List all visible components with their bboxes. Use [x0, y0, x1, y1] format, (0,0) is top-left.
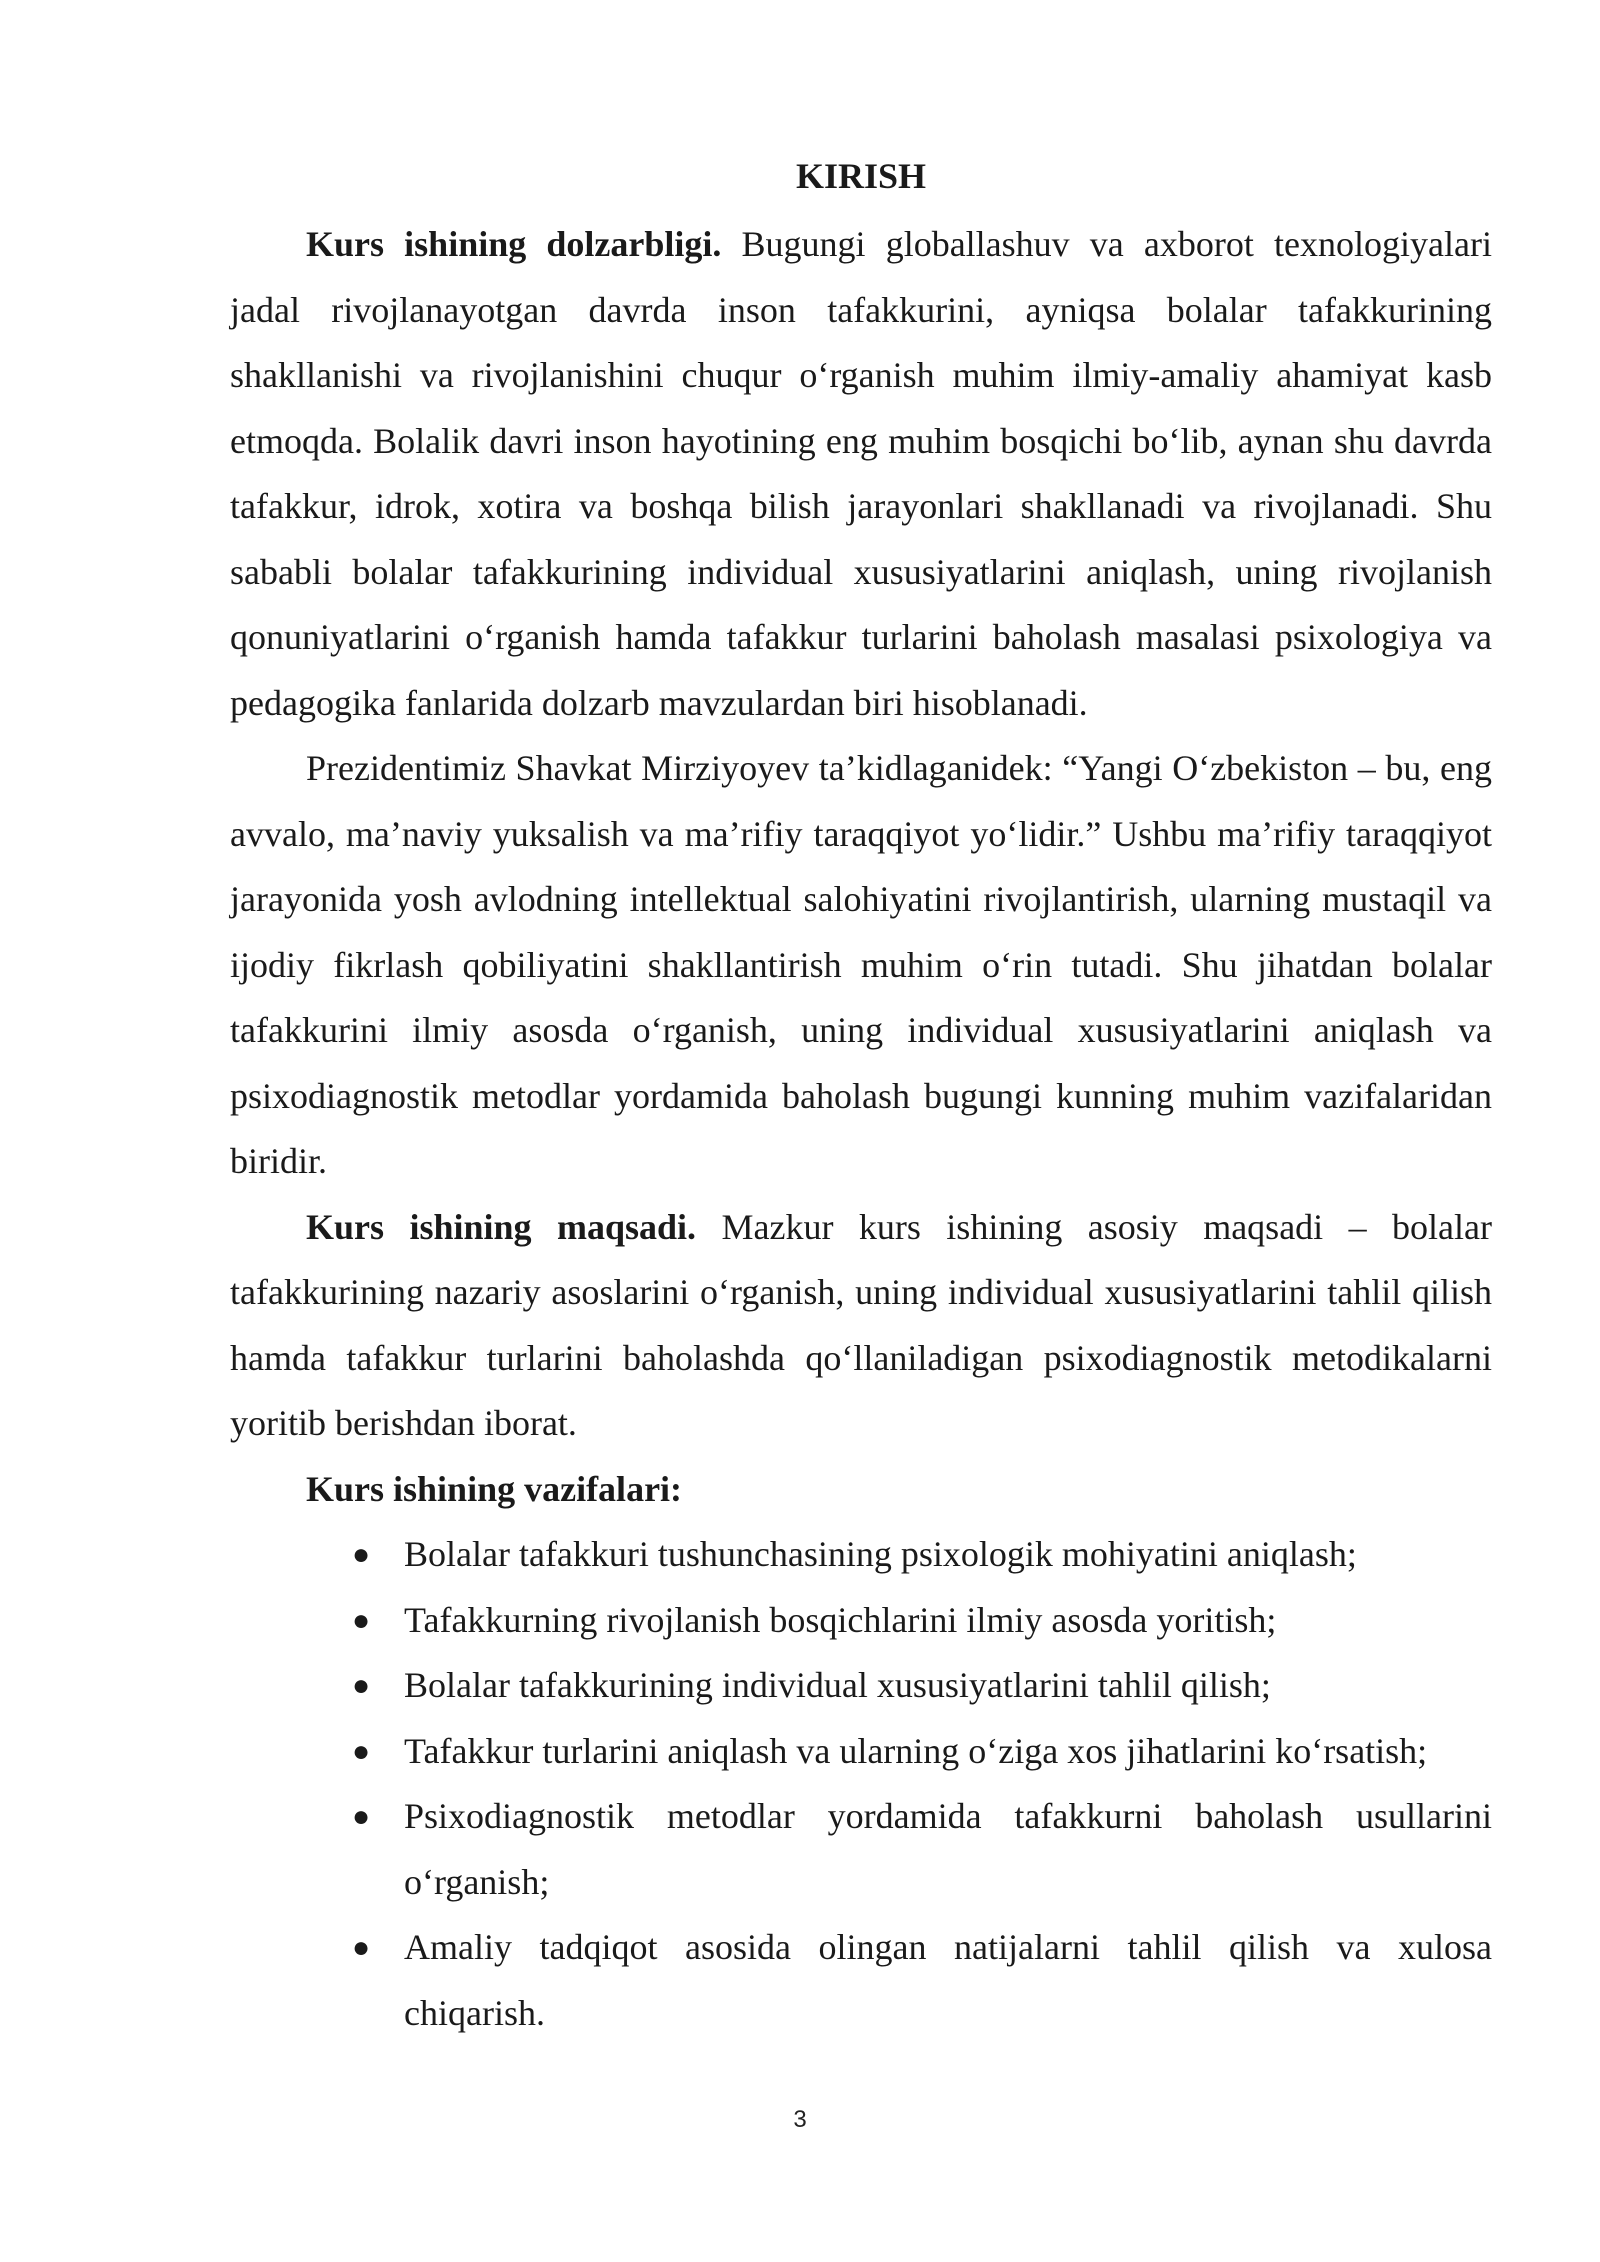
bullet-icon: ●	[352, 1669, 371, 1702]
bullet-icon: ●	[352, 1538, 371, 1571]
paragraph-lead: Kurs ishining dolzarbligi.	[306, 224, 722, 264]
bullet-icon: ●	[352, 1800, 371, 1833]
tasks-list	[230, 1522, 1492, 2046]
list-item-text: Amaliy tadqiqot asosida olingan natijalarni tahlil qilish va xulosa chiqarish.	[404, 1927, 1492, 2033]
paragraph-relevance	[230, 212, 1492, 736]
list-item	[352, 1522, 1492, 1588]
paragraph-text: Bugungi globallashuv va axborot texnologiyalari jadal rivojlanayotgan davrda inson tafakkurini, ayniqsa bolalar tafakkurining shakllanishi va rivojlanishini chuqur o‘rganish muhim ilmiy-amaliy ahamiyat kasb etmoqda. Bolalik davri inson hayotining eng muhim bosqichi bo‘lib, aynan shu davrda tafakkur, idrok, xotira va boshqa bilish jarayonlari shakllanadi va rivojlanadi. Shu sababli bolalar tafakkurining individual xususiyatlarini aniqlash, uning rivojlanish qonuniyatlarini o‘rganish hamda tafakkur turlarini baholash masalasi psixologiya va pedagogika fanlarida dolzarb mavzulardan biri hisoblanadi.	[230, 224, 1492, 723]
bullet-icon: ●	[352, 1931, 371, 1964]
bullet-icon: ●	[352, 1603, 371, 1637]
bullet-icon: ●	[352, 1734, 371, 1768]
list-item	[352, 1915, 1492, 2046]
paragraph-text: Prezidentimiz Shavkat Mirziyoyev ta’kidlaganidek: “Yangi O‘zbekiston – bu, eng avvalo, ma’naviy yuksalish va ma’rifiy taraqqiyot yo‘lidir.” Ushbu ma’rifiy taraqqiyot jarayonida yosh avlodning intellektual salohiyatini rivojlantirish, ularning mustaqil va ijodiy fikrlash qobiliyatini shakllantirish muhim o‘rin tutadi. Shu jihatdan bolalar tafakkurini ilmiy asosda o‘rganish, uning individual xususiyatlarini aniqlash va psixodiagnostik metodlar yordamida baholash bugungi kunning muhim vazifalaridan biridir.	[230, 748, 1492, 1181]
paragraph-goal	[230, 1195, 1492, 1457]
paragraph-quote	[230, 736, 1492, 1195]
tasks-heading: Kurs ishining vazifalari:	[306, 1468, 683, 1509]
section-heading: KIRISH	[795, 156, 927, 196]
page-number: 3	[793, 2106, 807, 2133]
list-item-text: Tafakkurning rivojlanish bosqichlarini ilmiy asosda yoritish;	[404, 1599, 1277, 1640]
paragraph-lead: Kurs ishining maqsadi.	[306, 1206, 697, 1247]
list-item-text: Psixodiagnostik metodlar yordamida tafakkurni baholash usullarini o‘rganish;	[404, 1796, 1492, 1902]
list-item-text: Bolalar tafakkurining individual xususiyatlarini tahlil qilish;	[404, 1665, 1271, 1705]
list-item	[352, 1784, 1492, 1915]
list-item	[352, 1588, 1492, 1654]
paragraph-text: Mazkur kurs ishining asosiy maqsadi – bolalar tafakkurining nazariy asoslarini o‘rganish, uning individual xususiyatlarini tahlil qilish hamda tafakkur turlarini baholashda qo‘llaniladigan psixodiagnostik metodikalarni yoritib berishdan iborat.	[230, 1206, 1493, 1443]
document-page	[230, 148, 1492, 2046]
list-item	[352, 1719, 1492, 1785]
list-item	[352, 1653, 1492, 1719]
list-item-text: Tafakkur turlarini aniqlash va ularning o‘ziga xos jihatlarini ko‘rsatish;	[404, 1730, 1428, 1771]
list-item-text: Bolalar tafakkuri tushunchasining psixologik mohiyatini aniqlash;	[404, 1534, 1357, 1574]
